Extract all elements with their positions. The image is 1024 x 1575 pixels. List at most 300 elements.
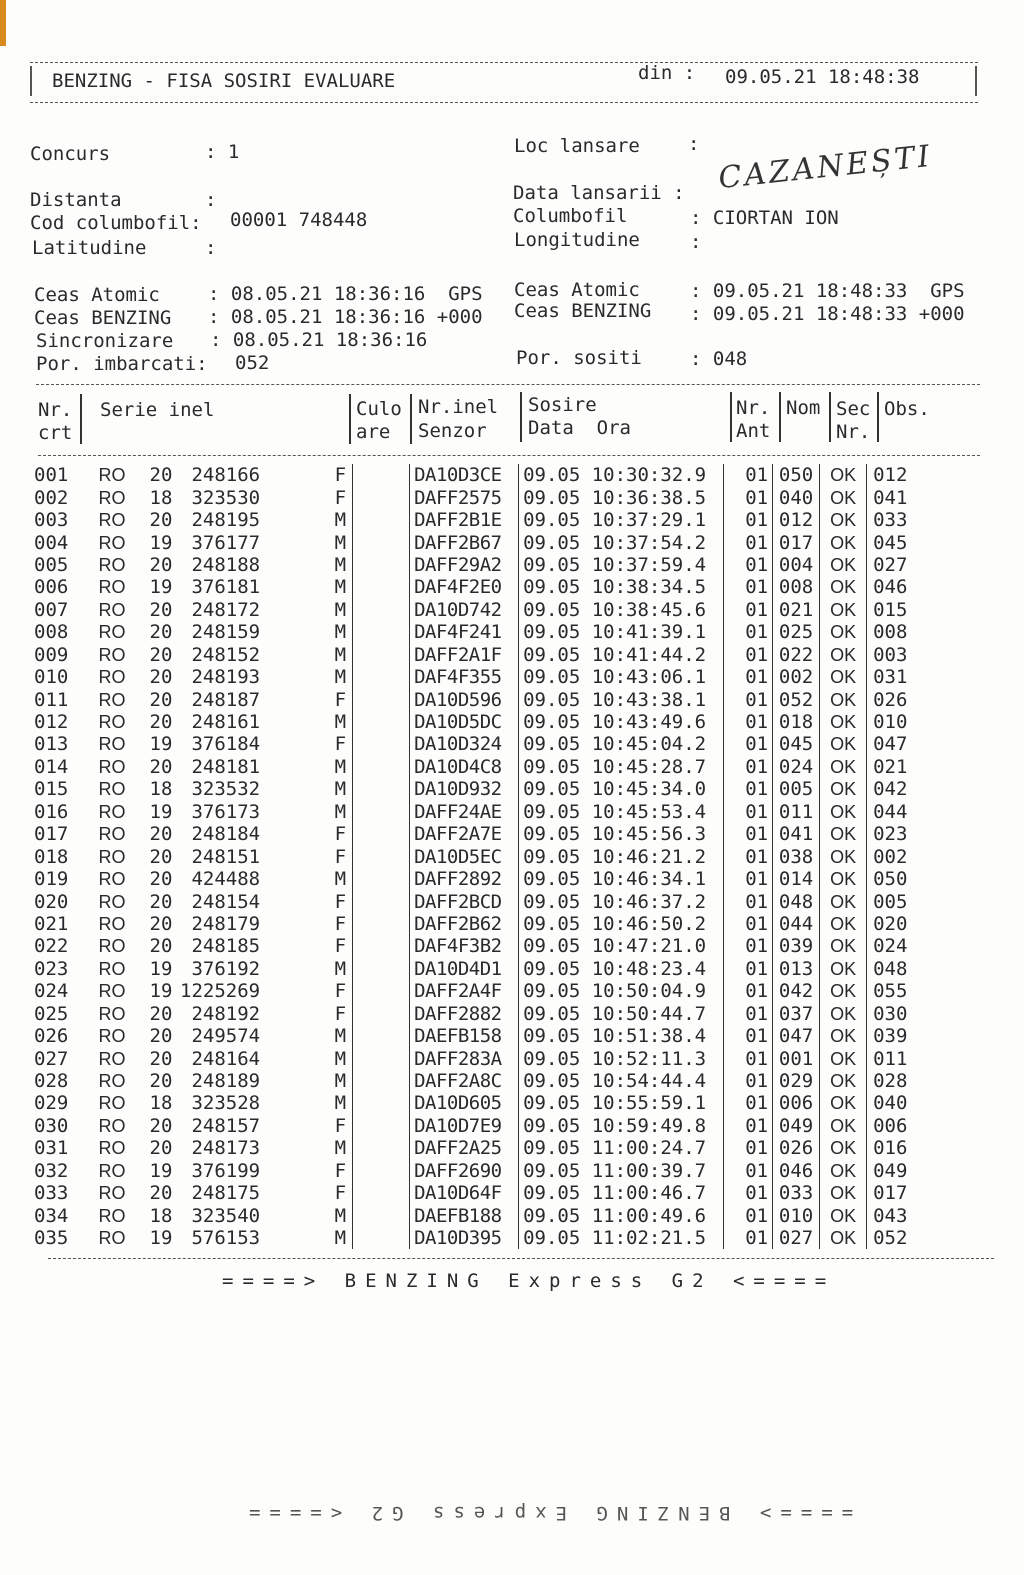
row-antenna: 01 bbox=[724, 1092, 773, 1114]
row-sensor: DA10D932 bbox=[410, 778, 519, 800]
table-row bbox=[34, 1070, 933, 1092]
col-culoare-1: Culo bbox=[356, 398, 402, 420]
row-year: 19 bbox=[149, 531, 173, 554]
row-arrival: 09.05 10:41:44.2 bbox=[519, 644, 724, 666]
row-sec: OK bbox=[820, 935, 867, 957]
row-color bbox=[353, 1025, 410, 1047]
print-datetime: 09.05.21 18:48:38 bbox=[725, 66, 920, 88]
row-year: 19 bbox=[149, 957, 173, 980]
row-nom: 021 bbox=[773, 599, 820, 621]
row-color bbox=[353, 666, 410, 688]
row-sex: M bbox=[260, 576, 353, 598]
row-nom: 017 bbox=[773, 531, 820, 553]
row-year: 20 bbox=[149, 912, 173, 935]
row-country: RO bbox=[98, 891, 126, 912]
header-box-right bbox=[975, 66, 977, 96]
row-antenna: 01 bbox=[724, 801, 773, 823]
row-sex: M bbox=[260, 958, 353, 980]
row-sex: F bbox=[260, 935, 353, 957]
row-nom: 042 bbox=[773, 980, 820, 1002]
row-obs: 044 bbox=[873, 800, 908, 823]
loc-lansare-label: Loc lansare bbox=[514, 135, 640, 157]
row-antenna: 01 bbox=[724, 890, 773, 912]
row-sensor: DAFF2BCD bbox=[410, 890, 519, 912]
row-sec: OK bbox=[820, 1070, 867, 1092]
row-sensor: DAFF2A1F bbox=[410, 644, 519, 666]
row-obs: 039 bbox=[873, 1025, 908, 1048]
row-color bbox=[353, 1204, 410, 1226]
row-sec: OK bbox=[820, 1227, 867, 1249]
row-ring: 248152 bbox=[191, 643, 261, 666]
table-row bbox=[34, 845, 933, 867]
row-ring: 248187 bbox=[191, 688, 261, 711]
row-ring: 323540 bbox=[191, 1204, 261, 1227]
row-arrival: 09.05 11:00:39.7 bbox=[519, 1160, 724, 1182]
row-year: 20 bbox=[149, 464, 173, 487]
row-nom: 050 bbox=[773, 464, 820, 486]
row-nom: 038 bbox=[773, 845, 820, 867]
row-sex: M bbox=[260, 621, 353, 643]
row-sensor: DAFF2892 bbox=[410, 868, 519, 890]
col-ant-1: Nr. bbox=[736, 397, 771, 419]
row-obs: 023 bbox=[873, 823, 908, 846]
row-sensor: DAFF2B67 bbox=[410, 531, 519, 553]
report-title: BENZING - FISA SOSIRI EVALUARE bbox=[52, 70, 396, 92]
table-row bbox=[34, 913, 933, 935]
row-antenna: 01 bbox=[724, 509, 773, 531]
row-nr: 009 bbox=[34, 643, 69, 666]
row-obs: 043 bbox=[873, 1204, 908, 1227]
row-sensor: DAEFB158 bbox=[410, 1025, 519, 1047]
table-row bbox=[34, 1003, 933, 1025]
table-row bbox=[34, 666, 933, 688]
row-obs: 046 bbox=[873, 576, 908, 599]
footer-brand: ====> BENZING Express G2 <==== bbox=[222, 1270, 836, 1292]
row-ring: 248175 bbox=[191, 1182, 261, 1205]
row-year: 20 bbox=[149, 598, 173, 621]
col-nr-inel-2: Senzor bbox=[418, 420, 487, 442]
row-country: RO bbox=[98, 801, 126, 822]
row-country: RO bbox=[98, 1115, 126, 1136]
table-row bbox=[34, 980, 933, 1002]
row-arrival: 09.05 10:48:23.4 bbox=[519, 958, 724, 980]
row-sec: OK bbox=[820, 1092, 867, 1114]
row-sensor: DA10D742 bbox=[410, 599, 519, 621]
row-obs: 040 bbox=[873, 1092, 908, 1115]
col-obs: Obs. bbox=[884, 398, 930, 420]
row-sensor: DAFF24AE bbox=[410, 801, 519, 823]
row-ring: 248172 bbox=[191, 598, 261, 621]
row-sensor: DA10D5EC bbox=[410, 845, 519, 867]
row-country: RO bbox=[98, 981, 126, 1002]
row-sensor: DAEFB188 bbox=[410, 1204, 519, 1226]
row-year: 20 bbox=[149, 666, 173, 689]
row-antenna: 01 bbox=[724, 1204, 773, 1226]
row-obs: 052 bbox=[873, 1227, 908, 1250]
table-row bbox=[34, 733, 933, 755]
row-antenna: 01 bbox=[724, 756, 773, 778]
latitudine-value: : bbox=[205, 237, 217, 259]
hdr-sep-1 bbox=[80, 394, 82, 444]
row-ring: 249574 bbox=[191, 1025, 261, 1048]
row-obs: 033 bbox=[873, 509, 908, 532]
row-ring: 248193 bbox=[191, 666, 261, 689]
row-nr: 019 bbox=[34, 868, 69, 891]
row-sex: M bbox=[260, 1025, 353, 1047]
row-arrival: 09.05 10:37:59.4 bbox=[519, 554, 724, 576]
row-nr: 027 bbox=[34, 1047, 69, 1070]
row-year: 20 bbox=[149, 553, 173, 576]
row-arrival: 09.05 10:47:21.0 bbox=[519, 935, 724, 957]
row-nr: 012 bbox=[34, 711, 69, 734]
table-row bbox=[34, 1182, 933, 1204]
row-country: RO bbox=[98, 667, 126, 688]
row-sec: OK bbox=[820, 1025, 867, 1047]
row-sec: OK bbox=[820, 890, 867, 912]
row-country: RO bbox=[98, 1003, 126, 1024]
row-arrival: 09.05 10:36:38.5 bbox=[519, 486, 724, 508]
row-color bbox=[353, 509, 410, 531]
row-arrival: 09.05 10:30:32.9 bbox=[519, 464, 724, 486]
row-nom: 048 bbox=[773, 890, 820, 912]
row-sex: M bbox=[260, 1137, 353, 1159]
row-obs: 027 bbox=[873, 553, 908, 576]
row-country: RO bbox=[98, 779, 126, 800]
row-nom: 040 bbox=[773, 486, 820, 508]
row-sex: F bbox=[260, 823, 353, 845]
row-ring: 376199 bbox=[191, 1159, 261, 1182]
row-ring: 248188 bbox=[191, 553, 261, 576]
row-sensor: DA10D4C8 bbox=[410, 756, 519, 778]
row-year: 20 bbox=[149, 890, 173, 913]
row-ring: 376192 bbox=[191, 957, 261, 980]
row-obs: 010 bbox=[873, 711, 908, 734]
row-nom: 025 bbox=[773, 621, 820, 643]
row-sensor: DAFF2B62 bbox=[410, 913, 519, 935]
row-nom: 012 bbox=[773, 509, 820, 531]
row-sensor: DAFF2690 bbox=[410, 1160, 519, 1182]
row-nr: 007 bbox=[34, 598, 69, 621]
row-country: RO bbox=[98, 532, 126, 553]
row-color bbox=[353, 1003, 410, 1025]
row-sec: OK bbox=[820, 688, 867, 710]
col-sosire-2: Data Ora bbox=[528, 417, 631, 439]
row-color bbox=[353, 464, 410, 486]
row-sex: M bbox=[260, 531, 353, 553]
row-country: RO bbox=[98, 913, 126, 934]
row-nr: 011 bbox=[34, 688, 69, 711]
row-year: 20 bbox=[149, 1025, 173, 1048]
row-sensor: DA10D64F bbox=[410, 1182, 519, 1204]
row-sex: M bbox=[260, 1092, 353, 1114]
row-sex: F bbox=[260, 1182, 353, 1204]
footer-brand-mirrored: ====> BENZING Express G2 <==== bbox=[240, 1502, 854, 1524]
concurs-label: Concurs bbox=[30, 143, 111, 165]
row-arrival: 09.05 10:59:49.8 bbox=[519, 1115, 724, 1137]
row-sensor: DAFF2882 bbox=[410, 1003, 519, 1025]
row-sec: OK bbox=[820, 1137, 867, 1159]
row-sec: OK bbox=[820, 464, 867, 486]
longitudine-value: : bbox=[690, 231, 702, 253]
row-sex: M bbox=[260, 599, 353, 621]
row-arrival: 09.05 10:37:29.1 bbox=[519, 509, 724, 531]
row-sex: F bbox=[260, 980, 353, 1002]
row-antenna: 01 bbox=[724, 823, 773, 845]
row-year: 20 bbox=[149, 868, 173, 891]
row-ring: 323532 bbox=[191, 778, 261, 801]
row-nr: 003 bbox=[34, 509, 69, 532]
table-row bbox=[34, 1047, 933, 1069]
table-row bbox=[34, 509, 933, 531]
row-arrival: 09.05 10:52:11.3 bbox=[519, 1047, 724, 1069]
table-row bbox=[34, 464, 933, 486]
row-color bbox=[353, 599, 410, 621]
row-nom: 004 bbox=[773, 554, 820, 576]
row-arrival: 09.05 10:45:34.0 bbox=[519, 778, 724, 800]
row-obs: 002 bbox=[873, 845, 908, 868]
row-nr: 021 bbox=[34, 912, 69, 935]
row-arrival: 09.05 10:37:54.2 bbox=[519, 531, 724, 553]
row-nom: 027 bbox=[773, 1227, 820, 1249]
table-row bbox=[34, 531, 933, 553]
row-sec: OK bbox=[820, 621, 867, 643]
row-nom: 014 bbox=[773, 868, 820, 890]
row-year: 20 bbox=[149, 935, 173, 958]
table-row bbox=[34, 868, 933, 890]
row-ring: 248159 bbox=[191, 621, 261, 644]
row-obs: 050 bbox=[873, 868, 908, 891]
row-country: RO bbox=[98, 936, 126, 957]
row-color bbox=[353, 913, 410, 935]
row-obs: 045 bbox=[873, 531, 908, 554]
distanta-label: Distanta bbox=[30, 189, 122, 211]
row-nom: 024 bbox=[773, 756, 820, 778]
row-arrival: 09.05 10:43:06.1 bbox=[519, 666, 724, 688]
row-nr: 010 bbox=[34, 666, 69, 689]
row-ring: 248195 bbox=[191, 509, 261, 532]
row-antenna: 01 bbox=[724, 913, 773, 935]
row-obs: 008 bbox=[873, 621, 908, 644]
header-top-rule bbox=[30, 62, 978, 63]
row-nr: 005 bbox=[34, 553, 69, 576]
table-row bbox=[34, 958, 933, 980]
row-sensor: DA10D324 bbox=[410, 733, 519, 755]
row-ring: 248166 bbox=[191, 464, 261, 487]
row-year: 19 bbox=[149, 800, 173, 823]
row-nom: 022 bbox=[773, 644, 820, 666]
table-row bbox=[34, 688, 933, 710]
row-ring: 248181 bbox=[191, 755, 261, 778]
row-sex: F bbox=[260, 464, 353, 486]
row-obs: 016 bbox=[873, 1137, 908, 1160]
row-antenna: 01 bbox=[724, 1070, 773, 1092]
row-arrival: 09.05 10:43:49.6 bbox=[519, 711, 724, 733]
row-color bbox=[353, 688, 410, 710]
row-obs: 041 bbox=[873, 486, 908, 509]
col-sosire-1: Sosire bbox=[528, 394, 597, 416]
longitudine-label: Longitudine bbox=[514, 229, 640, 251]
row-obs: 003 bbox=[873, 643, 908, 666]
por-imbarcati-label: Por. imbarcati: bbox=[36, 353, 208, 375]
row-nr: 001 bbox=[34, 464, 69, 487]
row-sex: M bbox=[260, 509, 353, 531]
row-color bbox=[353, 1092, 410, 1114]
col-nom: Nom bbox=[786, 397, 821, 419]
row-country: RO bbox=[98, 599, 126, 620]
row-nr: 032 bbox=[34, 1159, 69, 1182]
row-sex: M bbox=[260, 801, 353, 823]
row-antenna: 01 bbox=[724, 1047, 773, 1069]
row-country: RO bbox=[98, 1026, 126, 1047]
row-year: 20 bbox=[149, 509, 173, 532]
row-ring: 248173 bbox=[191, 1137, 261, 1160]
row-year: 19 bbox=[149, 576, 173, 599]
row-ring: 248185 bbox=[191, 935, 261, 958]
row-sec: OK bbox=[820, 1182, 867, 1204]
row-sec: OK bbox=[820, 778, 867, 800]
row-sec: OK bbox=[820, 845, 867, 867]
row-nr: 013 bbox=[34, 733, 69, 756]
row-antenna: 01 bbox=[724, 1137, 773, 1159]
row-color bbox=[353, 1070, 410, 1092]
row-ring: 248179 bbox=[191, 912, 261, 935]
row-country: RO bbox=[98, 465, 126, 486]
col-serie-inel: Serie inel bbox=[100, 399, 215, 421]
row-sensor: DA10D596 bbox=[410, 688, 519, 710]
row-obs: 028 bbox=[873, 1070, 908, 1093]
row-sex: F bbox=[260, 1115, 353, 1137]
row-sec: OK bbox=[820, 711, 867, 733]
col-nr-2: crt bbox=[38, 422, 73, 444]
row-sec: OK bbox=[820, 1115, 867, 1137]
row-ring: 376184 bbox=[191, 733, 261, 756]
row-sensor: DAFF2A25 bbox=[410, 1137, 519, 1159]
concurs-value: : 1 bbox=[205, 141, 240, 163]
row-sec: OK bbox=[820, 554, 867, 576]
row-nr: 008 bbox=[34, 621, 69, 644]
row-arrival: 09.05 11:00:49.6 bbox=[519, 1204, 724, 1226]
row-nr: 029 bbox=[34, 1092, 69, 1115]
ceas-benzing-right-label: Ceas BENZING bbox=[514, 300, 652, 322]
row-year: 20 bbox=[149, 621, 173, 644]
row-nr: 033 bbox=[34, 1182, 69, 1205]
ceas-atomic-left-value: : 08.05.21 18:36:16 GPS bbox=[208, 283, 483, 305]
row-sensor: DA10D5DC bbox=[410, 711, 519, 733]
row-antenna: 01 bbox=[724, 1227, 773, 1249]
row-nom: 006 bbox=[773, 1092, 820, 1114]
row-obs: 021 bbox=[873, 755, 908, 778]
row-country: RO bbox=[98, 644, 126, 665]
row-color bbox=[353, 823, 410, 845]
row-nom: 033 bbox=[773, 1182, 820, 1204]
columbofil-value: : CIORTAN ION bbox=[690, 207, 839, 229]
hdr-sep-7 bbox=[829, 392, 831, 442]
row-country: RO bbox=[98, 510, 126, 531]
row-country: RO bbox=[98, 712, 126, 733]
row-nom: 041 bbox=[773, 823, 820, 845]
row-sec: OK bbox=[820, 823, 867, 845]
row-color bbox=[353, 935, 410, 957]
row-year: 19 bbox=[149, 1159, 173, 1182]
row-color bbox=[353, 1137, 410, 1159]
row-arrival: 09.05 10:38:45.6 bbox=[519, 599, 724, 621]
sincronizare-value: : 08.05.21 18:36:16 bbox=[210, 329, 428, 351]
row-nr: 020 bbox=[34, 890, 69, 913]
table-row bbox=[34, 644, 933, 666]
row-antenna: 01 bbox=[724, 935, 773, 957]
row-sensor: DAFF29A2 bbox=[410, 554, 519, 576]
row-sex: M bbox=[260, 1070, 353, 1092]
row-sex: M bbox=[260, 666, 353, 688]
row-nom: 008 bbox=[773, 576, 820, 598]
row-nr: 028 bbox=[34, 1070, 69, 1093]
row-country: RO bbox=[98, 1093, 126, 1114]
row-sex: F bbox=[260, 890, 353, 912]
row-ring: 248151 bbox=[191, 845, 261, 868]
row-antenna: 01 bbox=[724, 1160, 773, 1182]
row-obs: 055 bbox=[873, 980, 908, 1003]
row-nom: 046 bbox=[773, 1160, 820, 1182]
row-nr: 017 bbox=[34, 823, 69, 846]
row-antenna: 01 bbox=[724, 1115, 773, 1137]
row-ring: 248164 bbox=[191, 1047, 261, 1070]
row-country: RO bbox=[98, 824, 126, 845]
row-nr: 023 bbox=[34, 957, 69, 980]
row-color bbox=[353, 845, 410, 867]
row-color bbox=[353, 576, 410, 598]
row-country: RO bbox=[98, 1228, 126, 1249]
row-arrival: 09.05 11:00:46.7 bbox=[519, 1182, 724, 1204]
row-color bbox=[353, 756, 410, 778]
row-color bbox=[353, 801, 410, 823]
row-arrival: 09.05 10:43:38.1 bbox=[519, 688, 724, 710]
row-nr: 002 bbox=[34, 486, 69, 509]
row-nr: 034 bbox=[34, 1204, 69, 1227]
row-antenna: 01 bbox=[724, 1025, 773, 1047]
row-nom: 001 bbox=[773, 1047, 820, 1069]
row-nom: 002 bbox=[773, 666, 820, 688]
row-nr: 024 bbox=[34, 980, 69, 1003]
por-imbarcati-value: 052 bbox=[235, 352, 270, 374]
table-row bbox=[34, 576, 933, 598]
ceas-benzing-right-value: : 09.05.21 18:48:33 +000 bbox=[690, 303, 965, 325]
hdr-sep-6 bbox=[779, 392, 781, 442]
row-sec: OK bbox=[820, 756, 867, 778]
row-country: RO bbox=[98, 487, 126, 508]
row-year: 20 bbox=[149, 1047, 173, 1070]
row-obs: 011 bbox=[873, 1047, 908, 1070]
row-ring: 323528 bbox=[191, 1092, 261, 1115]
row-antenna: 01 bbox=[724, 1182, 773, 1204]
row-sec: OK bbox=[820, 801, 867, 823]
row-ring: 376177 bbox=[191, 531, 261, 554]
row-color bbox=[353, 531, 410, 553]
row-sex: F bbox=[260, 1003, 353, 1025]
table-row bbox=[34, 1025, 933, 1047]
cod-columbofil-value: 00001 748448 bbox=[230, 209, 368, 231]
row-sensor: DA10D605 bbox=[410, 1092, 519, 1114]
latitudine-label: Latitudine bbox=[32, 237, 147, 259]
row-sensor: DAFF2A4F bbox=[410, 980, 519, 1002]
table-row bbox=[34, 1204, 933, 1226]
row-sensor: DAFF283A bbox=[410, 1047, 519, 1069]
row-sex: M bbox=[260, 554, 353, 576]
paper-edge bbox=[0, 0, 6, 46]
row-color bbox=[353, 1160, 410, 1182]
row-color bbox=[353, 1227, 410, 1249]
col-nr-1: Nr. bbox=[38, 399, 73, 421]
row-sensor: DA10D7E9 bbox=[410, 1115, 519, 1137]
